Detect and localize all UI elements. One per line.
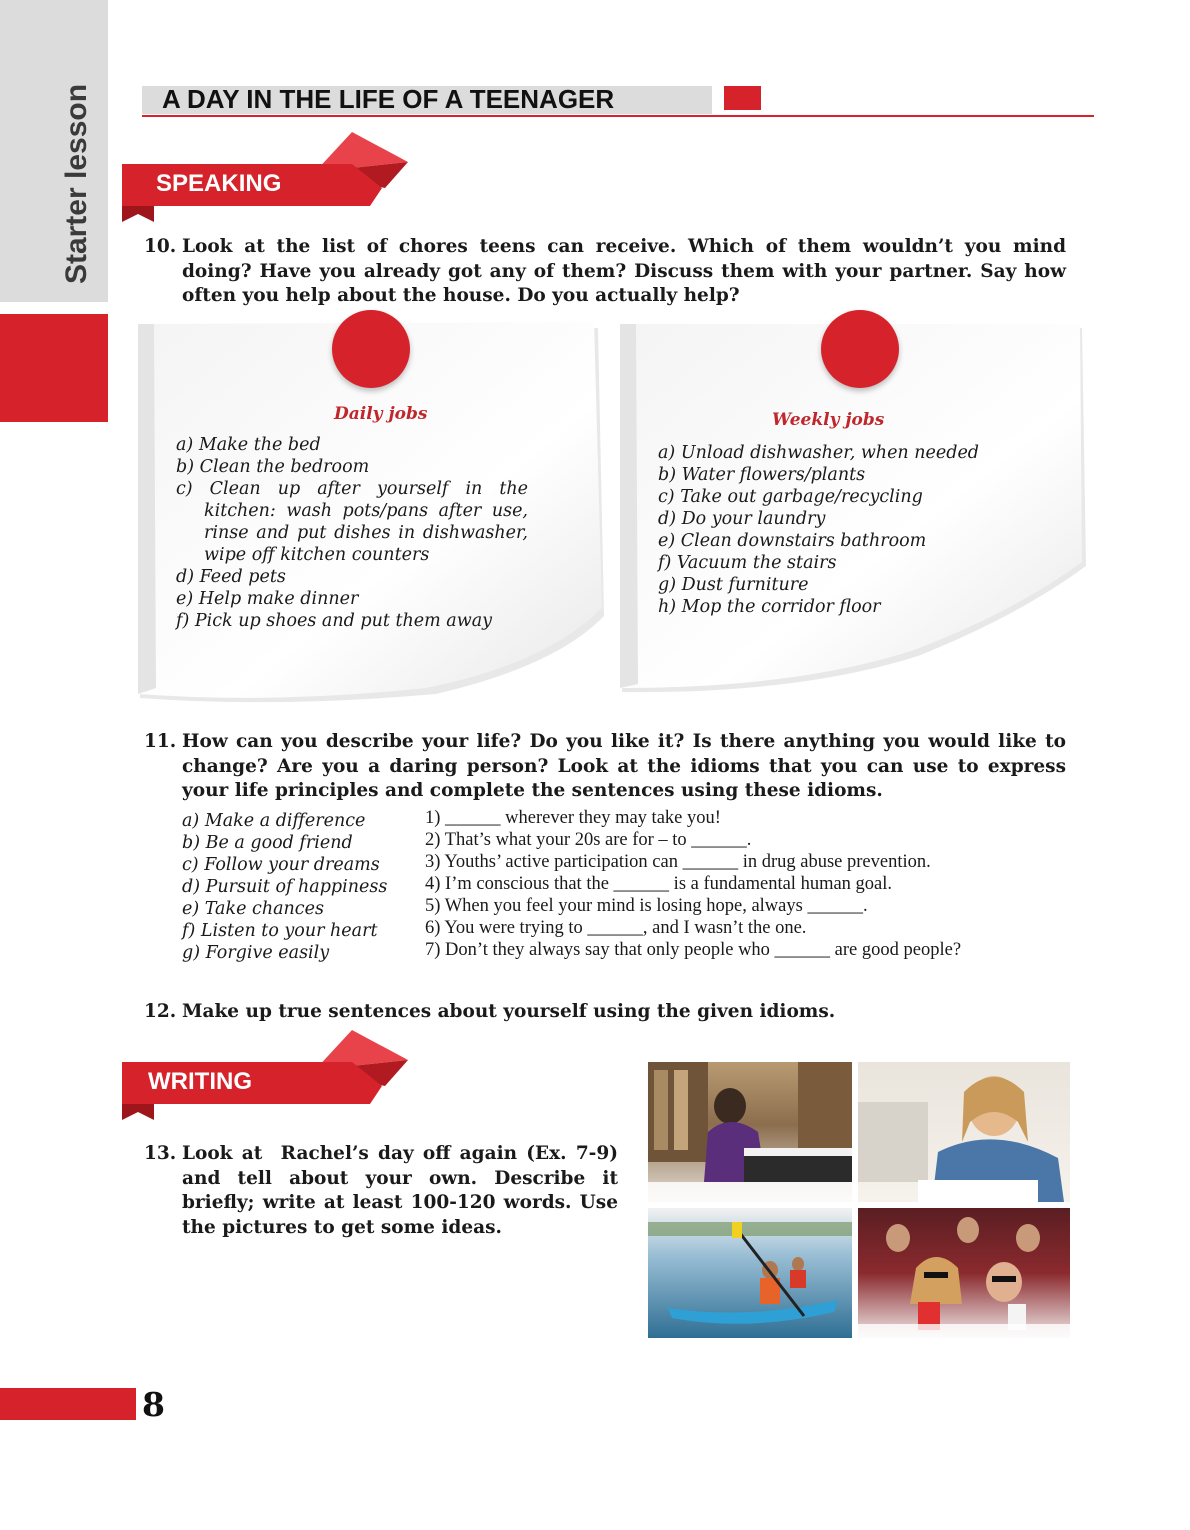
- speaking-ribbon: [120, 130, 410, 226]
- exercise-number: 11.: [144, 731, 177, 752]
- speaking-label: SPEAKING: [156, 170, 282, 197]
- instruction-line: often you help about the house. Do you actually help?: [182, 285, 740, 306]
- sentence-list: [425, 807, 1073, 961]
- instruction-line: change? Are you a daring person? Look at the idioms that you can use to express: [182, 755, 1066, 777]
- list-item: d) Feed pets: [176, 567, 286, 587]
- exercise-13: [144, 1142, 618, 1242]
- list-item: b) Clean the bedroom: [176, 457, 370, 477]
- side-tab: [20, 72, 128, 302]
- list-item: f) Vacuum the stairs: [658, 553, 837, 573]
- idiom-item: c) Follow your dreams: [182, 855, 380, 875]
- page-title: A DAY IN THE LIFE OF A TEENAGER: [162, 84, 615, 114]
- idiom-item: a) Make a difference: [182, 811, 366, 831]
- pin-circle-icon: [821, 310, 899, 388]
- writing-ribbon: [120, 1028, 410, 1124]
- exercise-instructions: [182, 730, 1066, 804]
- sentence-item: 4) I’m conscious that the ______ is a fundamental human goal.: [425, 874, 893, 894]
- list-item: d) Do your laundry: [658, 509, 826, 529]
- list-item: g) Dust furniture: [658, 575, 809, 595]
- idiom-item: e) Take chances: [182, 899, 324, 919]
- pin-circle-icon: [332, 310, 410, 388]
- page-number: 8: [142, 1385, 165, 1424]
- instruction-line: How can you describe your life? Do you like it? Is there anything you would like to: [182, 731, 1066, 752]
- exercise-number: 12.: [144, 1001, 177, 1022]
- instruction-line: your life principles and complete the sentences using these idioms.: [182, 780, 883, 801]
- idiom-list: [182, 810, 414, 964]
- list-item: c) Clean up after yourself in the kitchen: wash pots/pans after use, rinse and put dishes in dishwasher, wipe off kitchen counters: [176, 479, 528, 565]
- instruction-line: and tell about your own. Describe it: [182, 1167, 618, 1189]
- list-item: b) Water flowers/plants: [658, 465, 866, 485]
- list-item: a) Unload dishwasher, when needed: [658, 443, 979, 463]
- side-tab-red-block: [0, 314, 108, 422]
- exercise-11: [144, 730, 1066, 806]
- weekly-jobs-note: [618, 316, 1088, 702]
- exercise-10: [144, 235, 1066, 311]
- photo-girl-studying: [858, 1062, 1070, 1202]
- exercise-instructions: Make up true sentences about yourself using the given idioms.: [182, 1001, 836, 1022]
- instruction-line: doing? Have you already got any of them? Discuss them with your partner. Say how: [182, 260, 1066, 282]
- instruction-line: Look at Rachel’s day off again (Ex. 7-9): [182, 1143, 618, 1164]
- sentence-item: 5) When you feel your mind is losing hope, always ______.: [425, 896, 868, 916]
- instruction-line: briefly; write at least 100-120 words. Use: [182, 1192, 618, 1213]
- daily-jobs-heading: Daily jobs: [334, 404, 428, 424]
- instruction-line: the pictures to get some ideas.: [182, 1216, 502, 1238]
- idiom-item: g) Forgive easily: [182, 943, 330, 963]
- exercise-12: [144, 1000, 1066, 1026]
- exercise-instructions: [182, 1142, 618, 1240]
- idiom-item: f) Listen to your heart: [182, 921, 378, 941]
- list-item: f) Pick up shoes and put them away: [176, 611, 493, 631]
- sentence-item: 2) That’s what your 20s are for – to ______.: [425, 830, 752, 850]
- idiom-item: b) Be a good friend: [182, 833, 353, 853]
- sentence-item: 6) You were trying to ______, and I wasn’t the one.: [425, 918, 807, 938]
- instruction-line: Look at the list of chores teens can receive. Which of them wouldn’t you mind: [182, 236, 1066, 257]
- title-underline: [142, 115, 1094, 117]
- photo-cinema-friends: [858, 1208, 1070, 1338]
- title-accent-block: [724, 86, 761, 110]
- list-item: e) Help make dinner: [176, 589, 359, 609]
- photo-kayaking: [648, 1208, 852, 1338]
- exercise-number: 13.: [144, 1143, 177, 1164]
- weekly-jobs-heading: Weekly jobs: [772, 410, 885, 430]
- daily-jobs-note: [136, 316, 606, 708]
- exercise-instructions: [182, 235, 1066, 309]
- list-item: h) Mop the corridor floor: [658, 597, 881, 617]
- writing-label: WRITING: [148, 1068, 252, 1095]
- side-tab-label: Starter lesson: [60, 83, 93, 285]
- weekly-jobs-list: [658, 442, 1048, 618]
- list-item: c) Take out garbage/recycling: [658, 487, 923, 507]
- sentence-item: 7) Don’t they always say that only people who ______ are good people?: [425, 940, 962, 960]
- list-item: a) Make the bed: [176, 435, 321, 455]
- sentence-item: 3) Youths’ active participation can ______ in drug abuse prevention.: [425, 852, 931, 872]
- sentence-item: 1) ______ wherever they may take you!: [425, 808, 721, 828]
- list-item: e) Clean downstairs bathroom: [658, 531, 927, 551]
- idiom-item: d) Pursuit of happiness: [182, 877, 388, 897]
- page-number-bar: [0, 1388, 136, 1420]
- daily-jobs-list: [176, 434, 528, 632]
- photo-piano-player: [648, 1062, 852, 1202]
- exercise-number: 10.: [144, 236, 177, 257]
